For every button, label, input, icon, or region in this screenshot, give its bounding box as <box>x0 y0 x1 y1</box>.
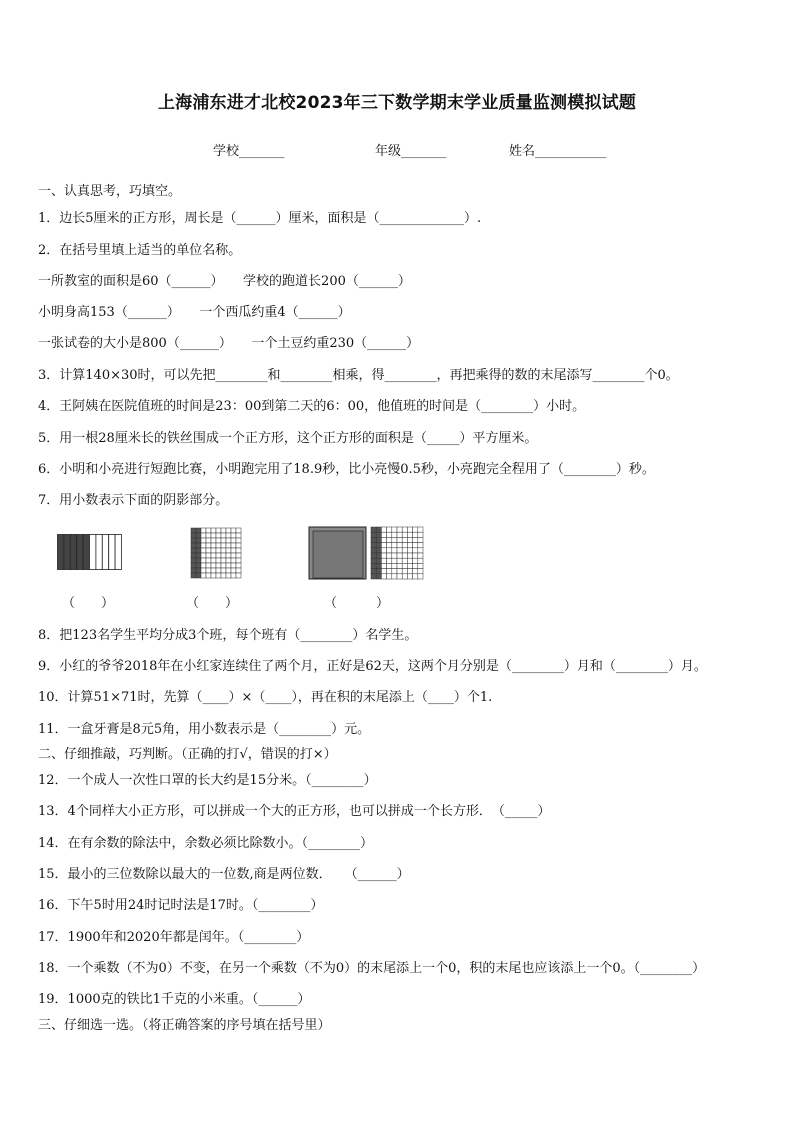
grid-cell <box>413 532 418 537</box>
strip-cell <box>70 535 76 570</box>
grid-cell <box>392 558 397 563</box>
grid-cell <box>231 548 236 553</box>
grid-cell <box>371 527 376 532</box>
grid-cell <box>407 527 412 532</box>
grid-cell <box>397 563 402 568</box>
grid-cell <box>397 537 402 542</box>
grid-cell <box>221 538 226 543</box>
grid-cell <box>418 532 423 537</box>
grid-cell <box>201 563 206 568</box>
grid-cell <box>407 558 412 563</box>
hundred-grid-figure <box>190 527 244 579</box>
question-16: 16．下午5时用24时记时法是17时。（________） <box>38 898 324 913</box>
full-square-and-grid-figure <box>308 526 424 580</box>
grid-cell <box>196 528 201 533</box>
grid-cell <box>221 548 226 553</box>
grid-cell <box>387 563 392 568</box>
grid-cell <box>206 528 211 533</box>
question-2-row-1: 一所教室的面积是60（______） 学校的跑道长200（______） <box>38 274 411 289</box>
grid-cell <box>216 533 221 538</box>
grid-cell <box>387 558 392 563</box>
grid-cell <box>216 543 221 548</box>
strip-cell <box>109 535 115 570</box>
tenths-strip-figure <box>57 534 123 571</box>
grid-cell <box>196 548 201 553</box>
grid-cell <box>226 563 231 568</box>
grid-cell <box>381 563 386 568</box>
grid-cell <box>211 538 216 543</box>
grid-cell <box>201 548 206 553</box>
grid-cell <box>211 548 216 553</box>
grid-cell <box>196 558 201 563</box>
grid-cell <box>211 533 216 538</box>
grid-cell <box>206 563 211 568</box>
grade-field: 年级_______ <box>375 144 447 159</box>
grid-cell <box>392 569 397 574</box>
grid-cell <box>376 558 381 563</box>
grid-cell <box>387 543 392 548</box>
grid-cell <box>381 537 386 542</box>
grid-cell <box>418 537 423 542</box>
grid-cell <box>191 543 196 548</box>
grid-cell <box>221 553 226 558</box>
grid-cell <box>221 533 226 538</box>
grid-cell <box>231 538 236 543</box>
section-heading-choice: 三、仔细选一选。（将正确答案的序号填在括号里） <box>38 1018 331 1033</box>
answer-blank-b: （ ） <box>186 596 239 611</box>
grid-cell <box>191 548 196 553</box>
question-10: 10．计算51×71时，先算（____）×（____），再在积的末尾添上（____）个1. <box>38 690 493 705</box>
grid-cell <box>226 533 231 538</box>
grid-cell <box>231 553 236 558</box>
grid-cell <box>371 532 376 537</box>
grid-cell <box>376 548 381 553</box>
name-field: 姓名___________ <box>509 144 607 159</box>
grid-cell <box>407 574 412 579</box>
grid-cell <box>211 573 216 578</box>
grid-cell <box>376 532 381 537</box>
strip-cell <box>64 535 70 570</box>
grid-cell <box>221 573 226 578</box>
grid-cell <box>381 527 386 532</box>
question-11: 11．一盒牙膏是8元5角，用小数表示是（________）元。 <box>38 722 371 737</box>
question-2-row-3: 一张试卷的大小是800（______） 一个土豆约重230（______） <box>38 336 420 351</box>
grid-cell <box>236 573 241 578</box>
grid-cell <box>392 574 397 579</box>
grid-cell <box>231 568 236 573</box>
grid-cell <box>196 553 201 558</box>
grid-cell <box>221 568 226 573</box>
strip-cell <box>58 535 64 570</box>
grid-cell <box>371 569 376 574</box>
grid-cell <box>201 533 206 538</box>
grid-cell <box>236 548 241 553</box>
grid-cell <box>418 548 423 553</box>
grid-cell <box>376 569 381 574</box>
grid-cell <box>413 574 418 579</box>
grid-cell <box>376 537 381 542</box>
grid-cell <box>216 573 221 578</box>
grid-cell <box>392 543 397 548</box>
grid-cell <box>376 553 381 558</box>
grid-cell <box>371 574 376 579</box>
grid-cell <box>201 558 206 563</box>
question-15: 15．最小的三位数除以最大的一位数,商是两位数． （______） <box>38 867 410 882</box>
grid-cell <box>376 563 381 568</box>
grid-cell <box>387 569 392 574</box>
grid-cell <box>216 558 221 563</box>
grid-cell <box>211 553 216 558</box>
grid-cell <box>236 563 241 568</box>
grid-cell <box>206 558 211 563</box>
grid-cell <box>397 558 402 563</box>
grid-cell <box>216 538 221 543</box>
grid-cell <box>191 568 196 573</box>
question-2: 2．在括号里填上适当的单位名称。 <box>38 243 242 258</box>
grid-cell <box>418 574 423 579</box>
grid-cell <box>211 528 216 533</box>
grid-cell <box>407 553 412 558</box>
grid-cell <box>206 538 211 543</box>
question-17: 17．1900年和2020年都是闰年。（________） <box>38 930 310 945</box>
grid-cell <box>221 558 226 563</box>
grid-cell <box>407 532 412 537</box>
grid-cell <box>418 543 423 548</box>
grid-cell <box>392 532 397 537</box>
grid-cell <box>211 543 216 548</box>
grid-cell <box>402 558 407 563</box>
grid-cell <box>206 568 211 573</box>
grid-cell <box>392 563 397 568</box>
grid-cell <box>206 533 211 538</box>
grid-cell <box>387 548 392 553</box>
grid-cell <box>226 568 231 573</box>
question-1: 1．边长5厘米的正方形，周长是（______）厘米，面积是（_____________）. <box>38 211 482 226</box>
grid-cell <box>418 563 423 568</box>
grid-cell <box>216 528 221 533</box>
grid-cell <box>371 563 376 568</box>
grid-cell <box>402 527 407 532</box>
grid-cell <box>201 553 206 558</box>
grid-cell <box>236 553 241 558</box>
strip-cell <box>83 535 89 570</box>
grid-cell <box>418 558 423 563</box>
grid-cell <box>402 537 407 542</box>
grid-cell <box>226 553 231 558</box>
grid-cell <box>226 528 231 533</box>
grid-cell <box>407 543 412 548</box>
grid-cell <box>381 548 386 553</box>
grid-cell <box>402 563 407 568</box>
grid-cell <box>381 569 386 574</box>
grid-cell <box>397 574 402 579</box>
grid-cell <box>402 532 407 537</box>
grid-cell <box>407 569 412 574</box>
grid-cell <box>231 563 236 568</box>
question-4: 4．王阿姨在医院值班的时间是23：00到第二天的6：00，他值班的时间是（________）小时。 <box>38 399 586 414</box>
grid-cell <box>216 553 221 558</box>
grid-cell <box>402 569 407 574</box>
grid-cell <box>211 558 216 563</box>
section-heading-judge: 二、仔细推敲，巧判断。（正确的打√，错误的打×） <box>38 747 337 762</box>
grid-cell <box>221 528 226 533</box>
question-5: 5．用一根28厘米长的铁丝围成一个正方形，这个正方形的面积是（_____）平方厘米。 <box>38 431 538 446</box>
question-14: 14．在有余数的除法中，余数必须比除数小。（________） <box>38 836 374 851</box>
question-3: 3．计算140×30时，可以先把________和________相乘，得________，再把乘得的数的末尾添写________个0。 <box>38 368 679 383</box>
grid-cell <box>381 543 386 548</box>
grid-cell <box>387 532 392 537</box>
grid-cell <box>392 548 397 553</box>
grid-cell <box>418 553 423 558</box>
grid-cell <box>402 553 407 558</box>
strip-cell <box>77 535 83 570</box>
grid-cell <box>191 533 196 538</box>
question-7: 7．用小数表示下面的阴影部分。 <box>38 493 229 508</box>
grid-cell <box>216 563 221 568</box>
grid-cell <box>371 543 376 548</box>
grid-cell <box>413 543 418 548</box>
grid-cell <box>221 563 226 568</box>
grid-cell <box>196 533 201 538</box>
grid-cell <box>196 563 201 568</box>
grid-cell <box>211 568 216 573</box>
grid-cell <box>407 563 412 568</box>
grid-cell <box>231 573 236 578</box>
strip-cell <box>90 535 96 570</box>
grid-cell <box>196 568 201 573</box>
answer-blank-a: （ ） <box>62 596 115 611</box>
question-2-row-2: 小明身高153（______） 一个西瓜约重4（______） <box>38 305 351 320</box>
grid-cell <box>231 558 236 563</box>
grid-cell <box>191 573 196 578</box>
grid-cell <box>413 563 418 568</box>
grid-cell <box>397 569 402 574</box>
grid-cell <box>201 573 206 578</box>
grid-cell <box>236 533 241 538</box>
grid-cell <box>371 537 376 542</box>
grid-cell <box>236 543 241 548</box>
grid-cell <box>376 543 381 548</box>
grid-cell <box>371 558 376 563</box>
grid-cell <box>418 527 423 532</box>
grid-cell <box>206 548 211 553</box>
grid-cell <box>397 527 402 532</box>
question-8: 8．把123名学生平均分成3个班，每个班有（________）名学生。 <box>38 628 418 643</box>
grid-cell <box>201 538 206 543</box>
grid-cell <box>371 548 376 553</box>
grid-cell <box>402 543 407 548</box>
question-12: 12．一个成人一次性口罩的长大约是15分米。（________） <box>38 773 377 788</box>
grid-cell <box>231 528 236 533</box>
grid-cell <box>191 528 196 533</box>
question-6: 6．小明和小亮进行短跑比赛，小明跑完用了18.9秒，比小亮慢0.5秒，小亮跑完全程用了（________）秒。 <box>38 462 655 477</box>
grid-cell <box>397 532 402 537</box>
grid-cell <box>387 574 392 579</box>
grid-cell <box>206 553 211 558</box>
grid-cell <box>211 563 216 568</box>
grid-cell <box>381 574 386 579</box>
grid-cell <box>407 537 412 542</box>
grid-cell <box>236 538 241 543</box>
grid-cell <box>216 548 221 553</box>
grid-cell <box>397 543 402 548</box>
grid-cell <box>226 548 231 553</box>
grid-cell <box>216 568 221 573</box>
grid-cell <box>381 532 386 537</box>
grid-cell <box>236 558 241 563</box>
grid-cell <box>376 574 381 579</box>
grid-cell <box>397 553 402 558</box>
grid-cell <box>376 527 381 532</box>
grid-cell <box>201 543 206 548</box>
grid-cell <box>402 548 407 553</box>
grid-cell <box>201 528 206 533</box>
grid-cell <box>402 574 407 579</box>
grid-cell <box>418 569 423 574</box>
grid-cell <box>191 563 196 568</box>
grid-cell <box>226 538 231 543</box>
section-heading-fill: 一、认真思考，巧填空。 <box>38 184 182 199</box>
grid-cell <box>387 553 392 558</box>
grid-cell <box>236 568 241 573</box>
question-9: 9．小红的爷爷2018年在小红家连续住了两个月，正好是62天，这两个月分别是（________）月和（________）月。 <box>38 659 707 674</box>
grid-cell <box>196 538 201 543</box>
grid-cell <box>221 543 226 548</box>
grid-cell <box>191 558 196 563</box>
grid-cell <box>226 543 231 548</box>
grid-cell <box>387 537 392 542</box>
grid-cell <box>392 553 397 558</box>
answer-blank-c: （ ） <box>324 596 390 611</box>
grid-cell <box>413 558 418 563</box>
page-title: 上海浦东进才北校2023年三下数学期末学业质量监测模拟试题 <box>157 93 637 113</box>
grid-cell <box>392 527 397 532</box>
full-square-inner <box>313 531 363 578</box>
grid-cell <box>413 569 418 574</box>
question-13: 13．4个同样大小正方形，可以拼成一个大的正方形，也可以拼成一个长方形． （_____） <box>38 804 551 819</box>
school-field: 学校_______ <box>213 144 285 159</box>
grid-cell <box>206 543 211 548</box>
grid-cell <box>231 543 236 548</box>
grid-cell <box>407 548 412 553</box>
strip-cell <box>102 535 108 570</box>
grid-cell <box>381 553 386 558</box>
strip-cell <box>96 535 102 570</box>
grid-cell <box>413 553 418 558</box>
grid-cell <box>226 573 231 578</box>
grid-cell <box>231 533 236 538</box>
question-19: 19．1000克的铁比1千克的小米重。（______） <box>38 992 311 1007</box>
grid-cell <box>196 573 201 578</box>
grid-cell <box>236 528 241 533</box>
grid-cell <box>387 527 392 532</box>
grid-cell <box>413 527 418 532</box>
grid-cell <box>413 548 418 553</box>
grid-cell <box>397 548 402 553</box>
grid-cell <box>191 538 196 543</box>
grid-cell <box>371 553 376 558</box>
question-18: 18．一个乘数（不为0）不变，在另一个乘数（不为0）的末尾添上一个0，积的末尾也应该添上一个0。（________） <box>38 961 706 976</box>
grid-cell <box>381 558 386 563</box>
grid-cell <box>196 543 201 548</box>
grid-cell <box>392 537 397 542</box>
grid-cell <box>226 558 231 563</box>
grid-cell <box>206 573 211 578</box>
grid-cell <box>191 553 196 558</box>
strip-cell <box>115 535 121 570</box>
grid-cell <box>413 537 418 542</box>
grid-cell <box>201 568 206 573</box>
